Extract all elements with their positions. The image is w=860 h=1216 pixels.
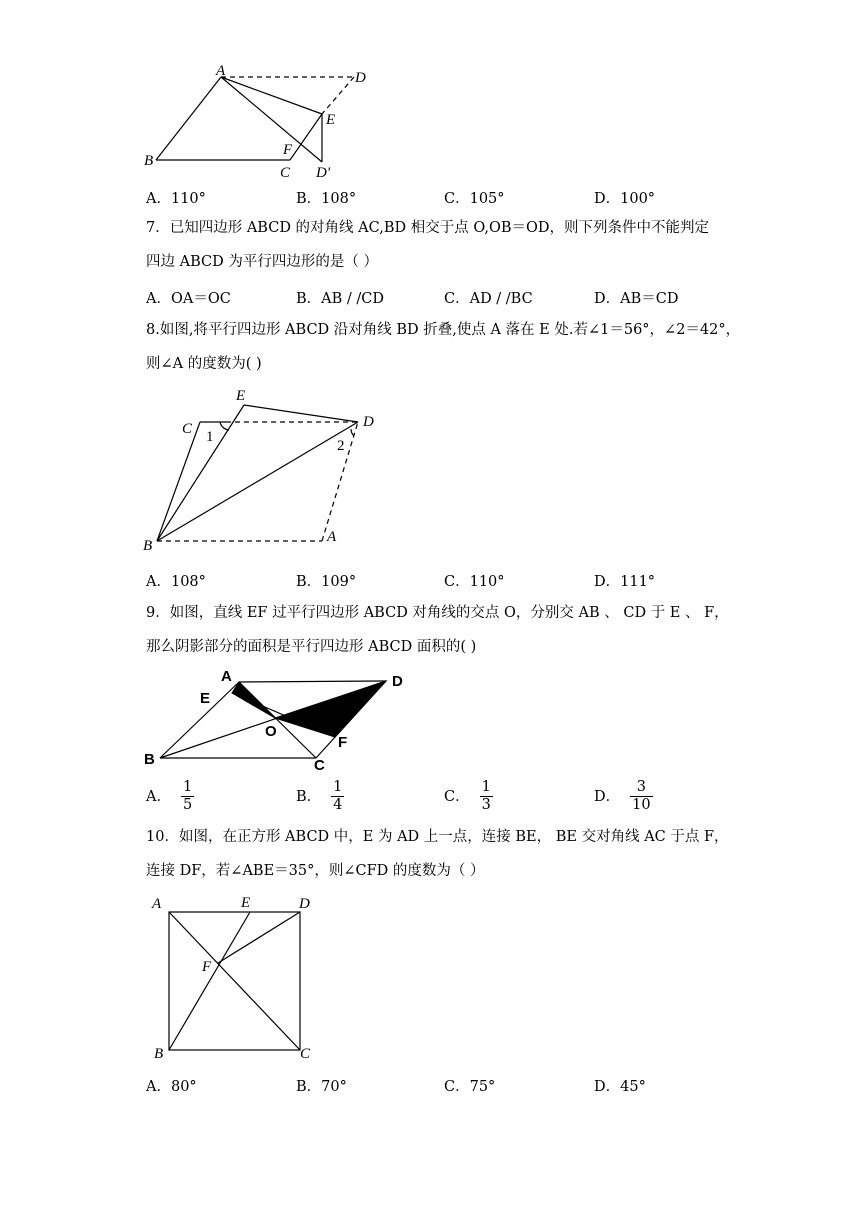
q6-option-c: C．105° <box>444 191 505 207</box>
q9-option-a-denominator: 5 <box>182 797 193 813</box>
q9-label-b: B <box>144 751 155 768</box>
q6-label-a: A <box>216 63 226 79</box>
q9-stem-line1: 9．如图，直线 EF 过平行四边形 ABCD 对角线的交点 O，分别交 AB 、 CD 于 E 、 F， <box>146 605 729 621</box>
q9-option-c-numerator: 1 <box>481 779 491 795</box>
q10-option-c: C．75° <box>444 1079 496 1095</box>
q9-label-a: A <box>221 668 232 685</box>
q8-option-a: A．108° <box>146 574 206 590</box>
q9-option-b-denominator: 4 <box>333 797 343 813</box>
q9-option-a-numerator: 1 <box>182 779 193 795</box>
q10-label-f: F <box>202 959 212 975</box>
q9-option-c-denominator: 3 <box>481 797 491 813</box>
q10-label-a: A <box>152 896 162 912</box>
q9-option-b <box>296 779 344 814</box>
q9-option-d-denominator: 10 <box>632 797 651 813</box>
q8-option-d: D．111° <box>594 574 656 590</box>
q9-shaded-triangle-right <box>275 681 386 737</box>
q9-label-c: C <box>314 757 325 774</box>
q6-figure <box>140 62 380 182</box>
q6-label-e: E <box>326 112 336 128</box>
q10-figure <box>140 890 340 1065</box>
q7-stem-line2: 四边 ABCD 为平行四边形的是（ ） <box>146 254 378 270</box>
q7-option-b: B．AB / /CD <box>296 291 384 307</box>
q6-option-a: A．110° <box>146 191 206 207</box>
q6-label-c: C <box>280 165 291 181</box>
q6-label-d: D <box>355 70 366 86</box>
q10-label-c: C <box>300 1046 311 1062</box>
q9-shaded-triangle-left <box>232 682 275 718</box>
q9-stem-line2: 那么阴影部分的面积是平行四边形 ABCD 面积的( ) <box>146 639 477 655</box>
q9-label-o: O <box>265 723 277 740</box>
q10-stem-line1: 10．如图，在正方形 ABCD 中，E 为 AD 上一点，连接 BE， BE 交对角线 AC 于点 F， <box>146 829 729 845</box>
q6-option-b: B．108° <box>296 191 357 207</box>
q9-option-d-numerator: 3 <box>630 779 652 797</box>
q8-label-angle1: 1 <box>206 429 214 445</box>
q9-option-c-fraction <box>480 779 493 814</box>
q8-label-e: E <box>236 388 246 404</box>
q8-label-c: C <box>182 421 193 437</box>
q8-figure <box>140 384 400 554</box>
q9-option-a-letter: A． <box>146 788 171 805</box>
q10-stem-line2: 连接 DF，若∠ABE＝35°，则∠CFD 的度数为（ ） <box>146 863 485 879</box>
q9-option-c <box>444 779 493 814</box>
q7-option-c: C．AD / /BC <box>444 291 533 307</box>
q6-option-d: D．100° <box>594 191 656 207</box>
q8-label-d: D <box>363 414 374 430</box>
q9-option-a-fraction <box>181 779 194 814</box>
q9-option-d <box>594 779 653 814</box>
q8-option-b: B．109° <box>296 574 357 590</box>
q9-option-d-fraction <box>630 779 652 814</box>
q9-option-a <box>146 779 194 814</box>
q9-option-b-letter: B． <box>296 788 322 805</box>
q7-stem-line1: 7．已知四边形 ABCD 的对角线 AC,BD 相交于点 O,OB＝OD，则下列条件中不能判定 <box>146 220 710 236</box>
q9-option-d-letter: D． <box>594 788 621 805</box>
q10-label-b: B <box>154 1046 164 1062</box>
q9-figure <box>140 665 420 775</box>
q10-option-a: A．80° <box>146 1079 197 1095</box>
q9-label-d: D <box>392 673 403 690</box>
q9-option-b-fraction <box>331 779 344 814</box>
q8-label-angle2: 2 <box>337 438 345 454</box>
q10-label-d: D <box>299 896 310 912</box>
q10-label-e: E <box>241 895 251 911</box>
q9-option-b-numerator: 1 <box>333 779 343 795</box>
q8-stem-line2: 则∠A 的度数为( ) <box>146 356 262 372</box>
q6-label-b: B <box>144 153 154 169</box>
q9-label-e: E <box>200 690 211 707</box>
q7-option-d: D．AB＝CD <box>594 291 679 307</box>
q9-label-f: F <box>338 734 348 751</box>
q9-option-c-letter: C． <box>444 788 470 805</box>
q10-option-d: D．45° <box>594 1079 646 1095</box>
q6-label-f: F <box>283 142 293 158</box>
q6-label-d-prime: D′ <box>316 165 331 181</box>
q8-stem-line1: 8.如图,将平行四边形 ABCD 沿对角线 BD 折叠,使点 A 落在 E 处.若∠1＝56°，∠2＝42°， <box>146 322 741 338</box>
q7-option-a: A．OA＝OC <box>146 291 231 307</box>
q8-label-a: A <box>327 529 337 545</box>
q10-option-b: B．70° <box>296 1079 347 1095</box>
q8-label-b: B <box>143 538 153 554</box>
q8-option-c: C．110° <box>444 574 505 590</box>
